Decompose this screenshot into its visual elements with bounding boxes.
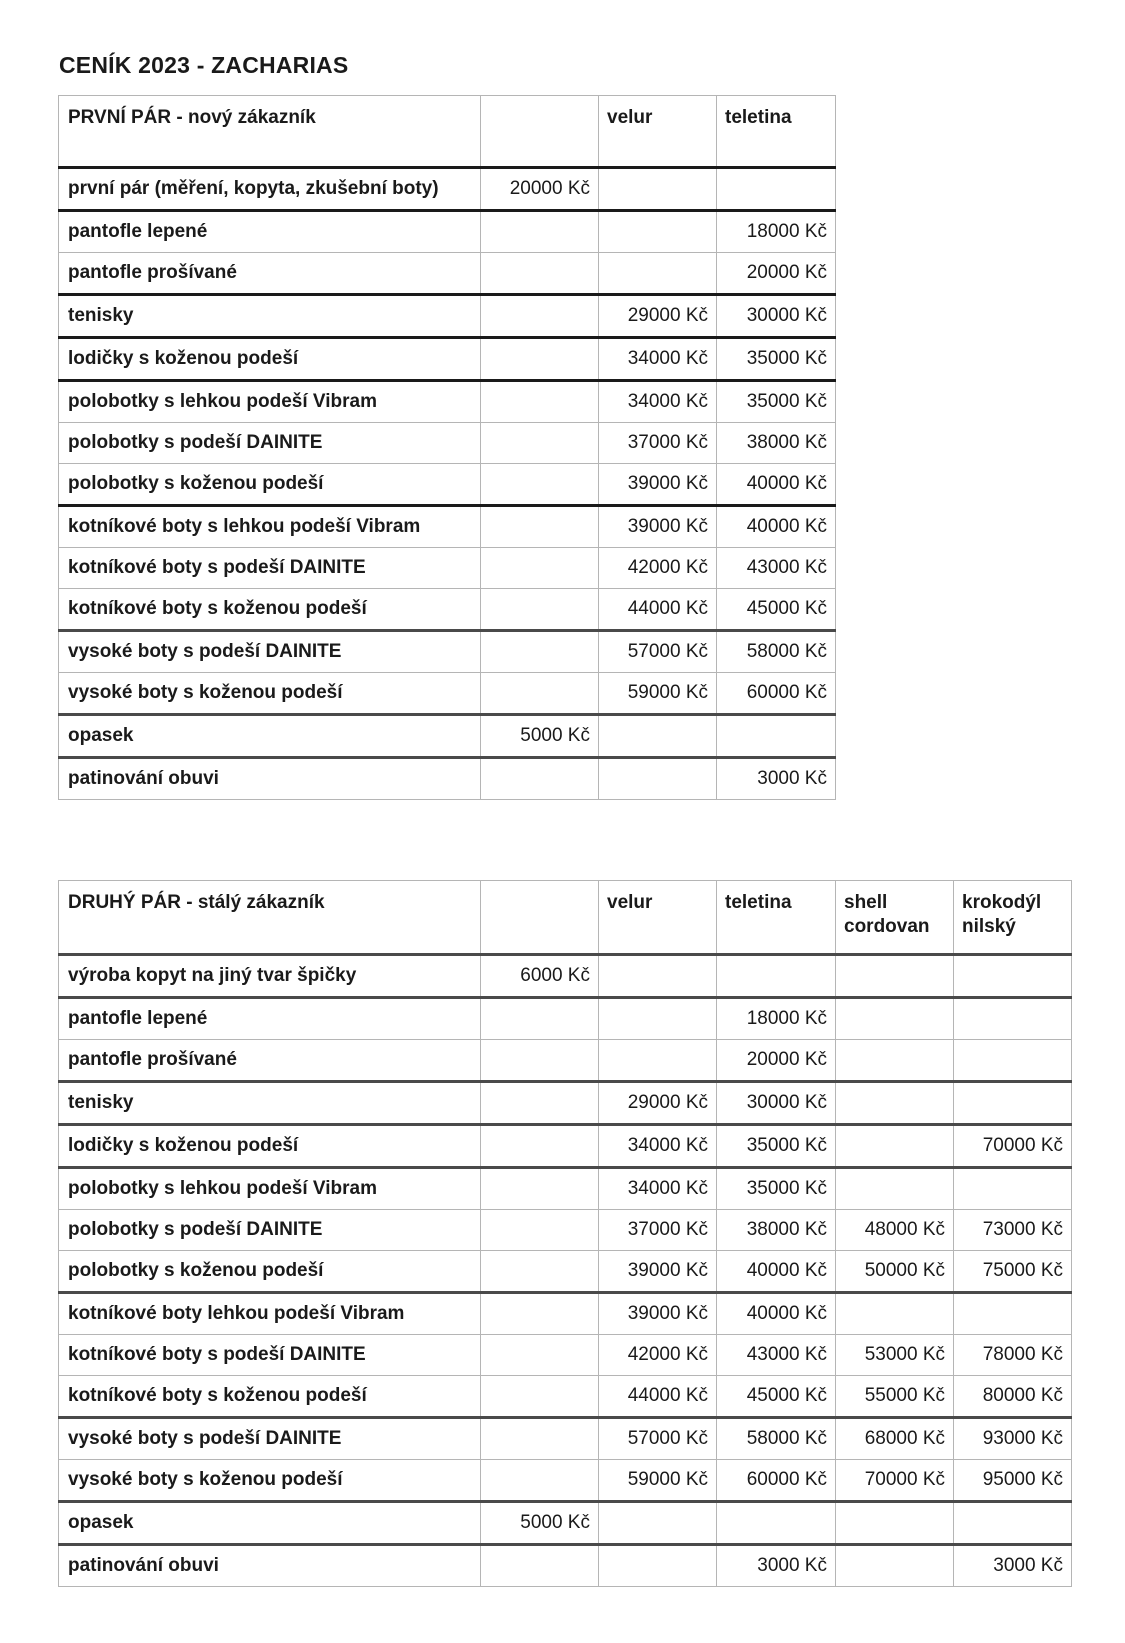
price-cell xyxy=(481,1376,599,1418)
price-cell xyxy=(481,998,599,1040)
item-name: polobotky s lehkou podeší Vibram xyxy=(59,381,481,423)
table-row xyxy=(59,1040,1072,1082)
price-cell xyxy=(599,168,717,211)
price-cell xyxy=(717,955,836,998)
price-cell: 43000 Kč xyxy=(717,548,836,589)
price-cell xyxy=(481,1460,599,1502)
price-cell: 95000 Kč xyxy=(954,1460,1072,1502)
price-cell: 35000 Kč xyxy=(717,381,836,423)
price-cell xyxy=(717,715,836,758)
table-row xyxy=(59,1460,1072,1502)
table-row xyxy=(59,506,836,548)
price-cell: 35000 Kč xyxy=(717,1168,836,1210)
item-name: výroba kopyt na jiný tvar špičky xyxy=(59,955,481,998)
price-cell: 40000 Kč xyxy=(717,506,836,548)
price-cell: 43000 Kč xyxy=(717,1335,836,1376)
price-cell: 73000 Kč xyxy=(954,1210,1072,1251)
item-name: opasek xyxy=(59,1502,481,1545)
item-name: polobotky s koženou podeší xyxy=(59,464,481,506)
price-cell xyxy=(599,1502,717,1545)
item-name: opasek xyxy=(59,715,481,758)
item-name: lodičky s koženou podeší xyxy=(59,338,481,381)
table-header-row xyxy=(59,96,836,168)
item-name: polobotky s lehkou podeší Vibram xyxy=(59,1168,481,1210)
price-cell: 48000 Kč xyxy=(836,1210,954,1251)
price-cell: 30000 Kč xyxy=(717,295,836,338)
price-cell xyxy=(481,506,599,548)
price-cell: 37000 Kč xyxy=(599,1210,717,1251)
price-cell: 68000 Kč xyxy=(836,1418,954,1460)
price-cell: 45000 Kč xyxy=(717,1376,836,1418)
price-cell: 20000 Kč xyxy=(717,1040,836,1082)
item-name: kotníkové boty s podeší DAINITE xyxy=(59,1335,481,1376)
table-row xyxy=(59,1293,1072,1335)
price-table-first-pair xyxy=(58,95,836,800)
header-column: velur xyxy=(599,96,717,168)
table-row xyxy=(59,1418,1072,1460)
price-cell xyxy=(481,211,599,253)
price-cell: 40000 Kč xyxy=(717,1251,836,1293)
item-name: kotníkové boty s lehkou podeší Vibram xyxy=(59,506,481,548)
table-row xyxy=(59,1335,1072,1376)
item-name: první pár (měření, kopyta, zkušební boty) xyxy=(59,168,481,211)
item-name: vysoké boty s podeší DAINITE xyxy=(59,1418,481,1460)
item-name: polobotky s podeší DAINITE xyxy=(59,1210,481,1251)
price-cell: 53000 Kč xyxy=(836,1335,954,1376)
price-cell xyxy=(599,715,717,758)
table-row xyxy=(59,715,836,758)
item-name: vysoké boty s koženou podeší xyxy=(59,673,481,715)
price-cell: 58000 Kč xyxy=(717,631,836,673)
price-cell xyxy=(481,423,599,464)
price-cell xyxy=(599,998,717,1040)
price-cell: 5000 Kč xyxy=(481,1502,599,1545)
item-name: polobotky s koženou podeší xyxy=(59,1251,481,1293)
header-column: teletina xyxy=(717,881,836,955)
price-cell: 34000 Kč xyxy=(599,1168,717,1210)
price-cell: 42000 Kč xyxy=(599,1335,717,1376)
price-cell xyxy=(836,1293,954,1335)
price-cell: 59000 Kč xyxy=(599,1460,717,1502)
price-cell: 34000 Kč xyxy=(599,381,717,423)
table-row xyxy=(59,253,836,295)
price-cell xyxy=(481,295,599,338)
price-cell: 59000 Kč xyxy=(599,673,717,715)
price-cell xyxy=(481,1168,599,1210)
table-row xyxy=(59,1082,1072,1125)
table-row xyxy=(59,1545,1072,1587)
header-column: velur xyxy=(599,881,717,955)
price-cell xyxy=(481,1335,599,1376)
item-name: patinování obuvi xyxy=(59,758,481,800)
price-cell xyxy=(599,758,717,800)
price-cell: 42000 Kč xyxy=(599,548,717,589)
price-cell xyxy=(836,1168,954,1210)
price-cell xyxy=(481,758,599,800)
table-row xyxy=(59,211,836,253)
price-cell: 3000 Kč xyxy=(954,1545,1072,1587)
price-cell: 34000 Kč xyxy=(599,1125,717,1168)
item-name: kotníkové boty s koženou podeší xyxy=(59,589,481,631)
table-row xyxy=(59,673,836,715)
table-row xyxy=(59,758,836,800)
price-cell xyxy=(481,589,599,631)
table-row xyxy=(59,381,836,423)
table-row xyxy=(59,548,836,589)
price-cell: 6000 Kč xyxy=(481,955,599,998)
item-name: tenisky xyxy=(59,295,481,338)
price-cell xyxy=(954,955,1072,998)
price-cell xyxy=(836,1082,954,1125)
table-row xyxy=(59,589,836,631)
table-row xyxy=(59,1210,1072,1251)
price-cell xyxy=(836,955,954,998)
price-cell xyxy=(481,1125,599,1168)
table-row xyxy=(59,168,836,211)
table-row xyxy=(59,1502,1072,1545)
price-cell: 3000 Kč xyxy=(717,1545,836,1587)
item-name: tenisky xyxy=(59,1082,481,1125)
price-cell xyxy=(599,955,717,998)
item-name: pantofle lepené xyxy=(59,211,481,253)
table-row xyxy=(59,1125,1072,1168)
price-cell: 35000 Kč xyxy=(717,1125,836,1168)
item-name: lodičky s koženou podeší xyxy=(59,1125,481,1168)
item-name: patinování obuvi xyxy=(59,1545,481,1587)
table-row xyxy=(59,955,1072,998)
price-cell: 57000 Kč xyxy=(599,631,717,673)
price-cell xyxy=(954,998,1072,1040)
price-cell xyxy=(481,464,599,506)
price-cell xyxy=(481,548,599,589)
price-cell: 34000 Kč xyxy=(599,338,717,381)
price-cell: 44000 Kč xyxy=(599,1376,717,1418)
price-cell: 5000 Kč xyxy=(481,715,599,758)
table-row xyxy=(59,1376,1072,1418)
price-cell: 60000 Kč xyxy=(717,1460,836,1502)
price-cell: 40000 Kč xyxy=(717,464,836,506)
price-cell: 20000 Kč xyxy=(481,168,599,211)
item-name: vysoké boty s koženou podeší xyxy=(59,1460,481,1502)
price-cell xyxy=(481,338,599,381)
price-cell: 44000 Kč xyxy=(599,589,717,631)
price-cell xyxy=(599,253,717,295)
price-cell: 57000 Kč xyxy=(599,1418,717,1460)
table-row xyxy=(59,338,836,381)
price-cell xyxy=(599,1545,717,1587)
price-cell: 55000 Kč xyxy=(836,1376,954,1418)
table-row xyxy=(59,1168,1072,1210)
price-cell: 78000 Kč xyxy=(954,1335,1072,1376)
item-name: pantofle prošívané xyxy=(59,1040,481,1082)
price-cell: 35000 Kč xyxy=(717,338,836,381)
price-cell xyxy=(954,1040,1072,1082)
header-column: krokodýl nilský xyxy=(954,881,1072,955)
price-cell: 75000 Kč xyxy=(954,1251,1072,1293)
price-cell xyxy=(481,1210,599,1251)
price-cell: 39000 Kč xyxy=(599,506,717,548)
price-cell xyxy=(836,1502,954,1545)
item-name: kotníkové boty s koženou podeší xyxy=(59,1376,481,1418)
price-cell xyxy=(836,1125,954,1168)
price-cell: 20000 Kč xyxy=(717,253,836,295)
page-title: CENÍK 2023 - ZACHARIAS xyxy=(59,52,349,78)
table-row xyxy=(59,464,836,506)
price-cell xyxy=(481,631,599,673)
price-cell: 93000 Kč xyxy=(954,1418,1072,1460)
price-cell xyxy=(481,1293,599,1335)
price-cell: 18000 Kč xyxy=(717,211,836,253)
price-cell xyxy=(481,1040,599,1082)
price-cell xyxy=(717,168,836,211)
header-column xyxy=(481,881,599,955)
price-cell xyxy=(836,1545,954,1587)
price-cell xyxy=(836,998,954,1040)
price-cell xyxy=(481,1251,599,1293)
price-cell xyxy=(954,1168,1072,1210)
price-cell: 3000 Kč xyxy=(717,758,836,800)
price-cell: 30000 Kč xyxy=(717,1082,836,1125)
table-row xyxy=(59,295,836,338)
price-cell: 29000 Kč xyxy=(599,295,717,338)
price-cell: 38000 Kč xyxy=(717,423,836,464)
price-cell: 50000 Kč xyxy=(836,1251,954,1293)
price-cell: 18000 Kč xyxy=(717,998,836,1040)
table-row xyxy=(59,423,836,464)
item-name: pantofle lepené xyxy=(59,998,481,1040)
header-title: DRUHÝ PÁR - stálý zákazník xyxy=(59,881,481,955)
price-cell: 80000 Kč xyxy=(954,1376,1072,1418)
item-name: polobotky s podeší DAINITE xyxy=(59,423,481,464)
price-cell: 70000 Kč xyxy=(954,1125,1072,1168)
price-table-body xyxy=(59,881,1072,1587)
price-cell xyxy=(954,1082,1072,1125)
price-cell xyxy=(599,1040,717,1082)
price-cell xyxy=(599,211,717,253)
header-title: PRVNÍ PÁR - nový zákazník xyxy=(59,96,481,168)
price-cell xyxy=(481,673,599,715)
table-row xyxy=(59,1251,1072,1293)
price-cell: 40000 Kč xyxy=(717,1293,836,1335)
price-cell: 37000 Kč xyxy=(599,423,717,464)
price-cell: 70000 Kč xyxy=(836,1460,954,1502)
price-cell: 39000 Kč xyxy=(599,1293,717,1335)
price-cell xyxy=(481,1418,599,1460)
table-row xyxy=(59,631,836,673)
item-name: vysoké boty s podeší DAINITE xyxy=(59,631,481,673)
price-cell: 39000 Kč xyxy=(599,464,717,506)
price-cell: 45000 Kč xyxy=(717,589,836,631)
price-cell: 39000 Kč xyxy=(599,1251,717,1293)
price-cell xyxy=(481,253,599,295)
price-table-body xyxy=(59,96,836,800)
price-cell: 38000 Kč xyxy=(717,1210,836,1251)
item-name: kotníkové boty s podeší DAINITE xyxy=(59,548,481,589)
table-header-row xyxy=(59,881,1072,955)
item-name: pantofle prošívané xyxy=(59,253,481,295)
price-table-second-pair xyxy=(58,880,1072,1587)
item-name: kotníkové boty lehkou podeší Vibram xyxy=(59,1293,481,1335)
header-column: shell cordovan xyxy=(836,881,954,955)
price-cell xyxy=(481,381,599,423)
header-column xyxy=(481,96,599,168)
price-cell xyxy=(717,1502,836,1545)
price-cell xyxy=(481,1545,599,1587)
price-cell xyxy=(481,1082,599,1125)
price-cell: 58000 Kč xyxy=(717,1418,836,1460)
table-row xyxy=(59,998,1072,1040)
price-cell xyxy=(954,1502,1072,1545)
price-cell: 29000 Kč xyxy=(599,1082,717,1125)
header-column: teletina xyxy=(717,96,836,168)
price-cell xyxy=(954,1293,1072,1335)
price-cell: 60000 Kč xyxy=(717,673,836,715)
price-cell xyxy=(836,1040,954,1082)
